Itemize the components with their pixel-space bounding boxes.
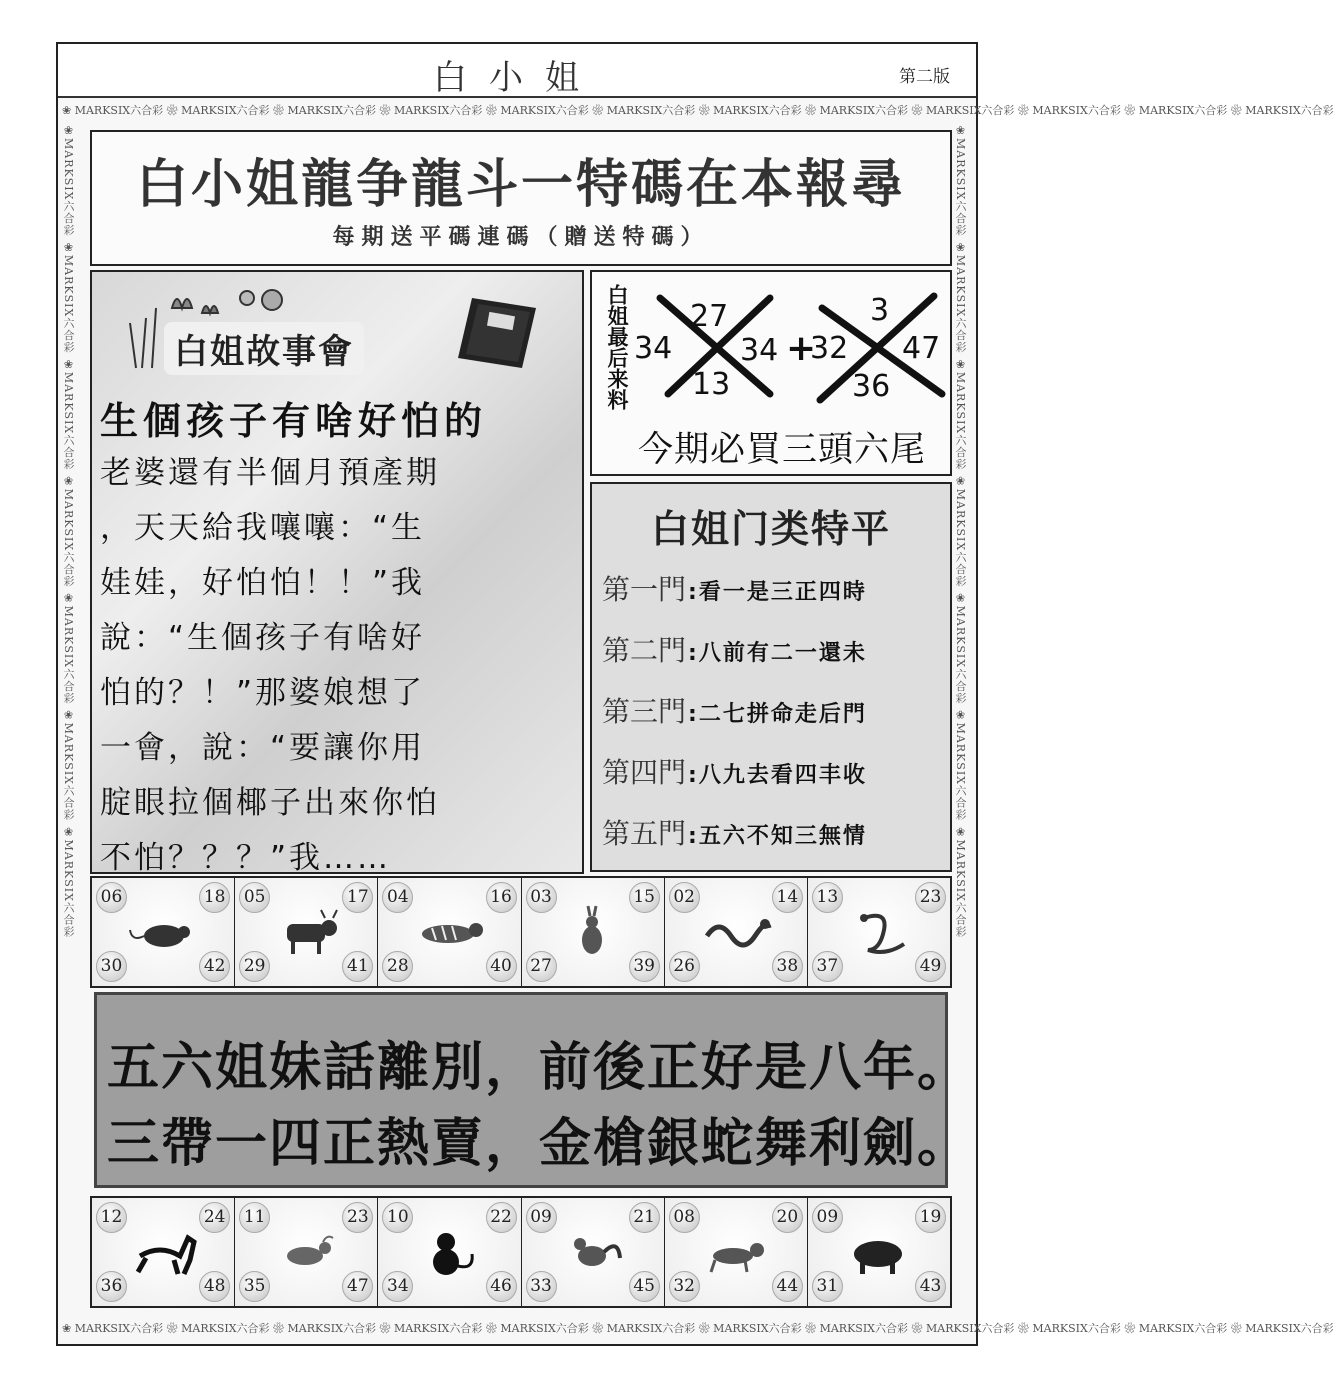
num-left: 34 xyxy=(634,331,673,366)
zodiac-cell-rooster xyxy=(522,1198,665,1306)
story-line: 不怕？？？”我…… xyxy=(100,840,392,876)
zodiac-cell-tiger xyxy=(378,878,521,986)
number-ball: 05 xyxy=(239,882,270,913)
rooster-icon xyxy=(558,1226,628,1278)
zodiac-cell-snake xyxy=(808,878,950,986)
number-ball: 28 xyxy=(382,951,413,982)
number-ball: 09 xyxy=(812,1202,843,1233)
watermark-border-bottom xyxy=(62,1318,1334,1340)
number-ball: 49 xyxy=(915,951,946,982)
zodiac-cell-pig xyxy=(808,1198,950,1306)
number-ball: 38 xyxy=(772,951,803,982)
door-row xyxy=(602,568,867,608)
number-ball: 02 xyxy=(669,882,700,913)
number-ball: 06 xyxy=(96,882,127,913)
poem-line-1: 五六姐妹話離別，前後正好是八年。 xyxy=(107,1038,972,1098)
story-line: 一會，說：“要讓你用 xyxy=(100,730,426,766)
door-row xyxy=(602,812,867,852)
snake-icon xyxy=(844,906,914,958)
num-left: 13 xyxy=(692,367,731,402)
zodiac-cell-monkey xyxy=(378,1198,521,1306)
last-material-box xyxy=(590,270,952,476)
goat-icon xyxy=(271,1226,341,1278)
number-ball: 29 xyxy=(239,951,270,982)
number-ball: 33 xyxy=(526,1271,557,1302)
number-ball: 12 xyxy=(96,1202,127,1233)
number-ball: 16 xyxy=(486,882,517,913)
zodiac-cell-dog xyxy=(665,1198,808,1306)
tiger-icon xyxy=(414,906,484,958)
number-ball: 43 xyxy=(915,1271,946,1302)
horse-icon xyxy=(128,1226,198,1278)
door-label: 第一門 xyxy=(602,573,687,606)
number-ball: 46 xyxy=(486,1271,517,1302)
monkey-icon xyxy=(414,1226,484,1278)
zodiac-cell-rat xyxy=(92,878,235,986)
headline-main: 白小姐龍争龍斗一特碼在本報尋 xyxy=(135,155,906,215)
paper-title: 白小姐 xyxy=(433,58,601,98)
headline-box xyxy=(90,130,952,266)
dragon-icon xyxy=(701,906,771,958)
door-text: :五六不知三無情 xyxy=(688,824,867,849)
door-label: 第五門 xyxy=(602,817,687,850)
story-body xyxy=(100,446,580,886)
number-ball: 47 xyxy=(342,1271,373,1302)
watermark-text: ❀ MARKSIX六合彩 ❀ MARKSIX六合彩 ❀ MARKSIX六合彩 ❀ MARKSIX六合彩 ❀ MARKSIX六合彩 ❀ MARKSIX六合彩 ❀ MARKSIX六合彩 ❀ MARKSIX六合彩 ❀ MARKSIX六合彩 ❀ MARKSIX六合彩 ❀ MARKSIX六合彩 ❀ MARKSIX六合彩 xyxy=(62,1322,1334,1335)
door-row xyxy=(602,690,867,730)
number-ball: 39 xyxy=(629,951,660,982)
story-line: ，天天給我嚷嚷：“生 xyxy=(100,510,426,546)
watermark-border-left xyxy=(60,124,82,1314)
story-line: 說：“生個孩子有啥好 xyxy=(100,620,426,656)
number-ball: 34 xyxy=(382,1271,413,1302)
story-line: 怕的？！”那婆娘想了 xyxy=(100,675,426,711)
number-ball: 14 xyxy=(772,882,803,913)
number-ball: 32 xyxy=(669,1271,700,1302)
watermark-text: ❀MARKSIX六合彩 ❀MARKSIX六合彩 ❀MARKSIX六合彩 ❀MARKSIX六合彩 ❀MARKSIX六合彩 ❀MARKSIX六合彩 ❀MARKSIX六合彩 xyxy=(62,124,75,938)
number-ball: 30 xyxy=(96,951,127,982)
door-label: 第三門 xyxy=(602,695,687,728)
poem-line-2: 三帶一四正熱賣，金槍銀蛇舞利劍。 xyxy=(107,1114,972,1174)
zodiac-cell-horse xyxy=(92,1198,235,1306)
story-line: 娃娃，好怕怕！！”我 xyxy=(100,565,426,601)
zodiac-cell-goat xyxy=(235,1198,378,1306)
number-ball: 04 xyxy=(382,882,413,913)
poem-box xyxy=(94,992,972,1188)
edition-label: 第二版 xyxy=(899,67,950,87)
zodiac-cell-dragon xyxy=(665,878,808,986)
door-text: :看一是三正四時 xyxy=(688,580,867,605)
masthead xyxy=(58,44,976,98)
zodiac-row-bottom xyxy=(90,1196,952,1308)
number-ball: 37 xyxy=(812,951,843,982)
story-heading: 生個孩子有啥好怕的 xyxy=(100,399,488,443)
watermark-text: ❀ MARKSIX六合彩 ❀ MARKSIX六合彩 ❀ MARKSIX六合彩 ❀ MARKSIX六合彩 ❀ MARKSIX六合彩 ❀ MARKSIX六合彩 ❀ MARKSIX六合彩 ❀ MARKSIX六合彩 ❀ MARKSIX六合彩 ❀ MARKSIX六合彩 ❀ MARKSIX六合彩 ❀ MARKSIX六合彩 xyxy=(62,104,1334,117)
number-ball: 44 xyxy=(772,1271,803,1302)
number-ball: 11 xyxy=(239,1202,270,1233)
num-right: 32 xyxy=(810,331,849,366)
headline-sub: 每期送平碼連碼（贈送特碼） xyxy=(332,225,710,250)
ox-icon xyxy=(271,906,341,958)
dog-icon xyxy=(701,1226,771,1278)
number-ball: 21 xyxy=(629,1202,660,1233)
number-ball: 17 xyxy=(342,882,373,913)
story-badge: 白姐故事會 xyxy=(164,322,364,375)
number-ball: 42 xyxy=(199,951,230,982)
story-line: 老婆還有半個月預產期 xyxy=(100,455,440,491)
number-ball: 19 xyxy=(915,1202,946,1233)
num-right: 47 xyxy=(902,331,941,366)
number-ball: 48 xyxy=(199,1271,230,1302)
number-ball: 10 xyxy=(382,1202,413,1233)
door-label: 第二門 xyxy=(602,634,687,667)
num-right: 36 xyxy=(852,369,891,404)
plus-sign: + xyxy=(786,328,817,369)
zodiac-cell-ox xyxy=(235,878,378,986)
story-line: 腚眼拉個椰子出來你怕 xyxy=(100,785,440,821)
door-text: :八九去看四丰收 xyxy=(688,763,867,788)
number-ball: 22 xyxy=(486,1202,517,1233)
number-ball: 35 xyxy=(239,1271,270,1302)
zodiac-row-top xyxy=(90,876,952,988)
story-box xyxy=(90,270,584,874)
number-ball: 13 xyxy=(812,882,843,913)
newspaper-page xyxy=(56,42,1334,1346)
door-row xyxy=(602,629,867,669)
rabbit-icon xyxy=(558,906,628,958)
watermark-border-top xyxy=(62,100,1334,122)
must-buy-text: 今期必買三頭六尾 xyxy=(638,430,927,470)
num-right: 3 xyxy=(870,293,890,328)
number-ball: 31 xyxy=(812,1271,843,1302)
last-material-numbers xyxy=(630,282,948,412)
number-ball: 08 xyxy=(669,1202,700,1233)
num-left: 34 xyxy=(740,333,779,368)
number-ball: 23 xyxy=(342,1202,373,1233)
number-ball: 27 xyxy=(526,951,557,982)
rat-icon xyxy=(128,906,198,958)
number-ball: 18 xyxy=(199,882,230,913)
door-text: :二七拼命走后門 xyxy=(688,702,867,727)
number-ball: 20 xyxy=(772,1202,803,1233)
number-ball: 09 xyxy=(526,1202,557,1233)
number-ball: 23 xyxy=(915,882,946,913)
doors-box xyxy=(590,482,952,872)
door-row xyxy=(602,751,867,791)
door-text: :八前有二一還未 xyxy=(688,641,867,666)
zodiac-cell-rabbit xyxy=(522,878,665,986)
book-icon xyxy=(452,292,542,374)
num-left: 27 xyxy=(690,299,729,334)
number-ball: 03 xyxy=(526,882,557,913)
number-ball: 45 xyxy=(629,1271,660,1302)
number-ball: 24 xyxy=(199,1202,230,1233)
watermark-text: ❀MARKSIX六合彩 ❀MARKSIX六合彩 ❀MARKSIX六合彩 ❀MARKSIX六合彩 ❀MARKSIX六合彩 ❀MARKSIX六合彩 ❀MARKSIX六合彩 xyxy=(954,124,967,938)
number-ball: 40 xyxy=(486,951,517,982)
door-label: 第四門 xyxy=(602,756,687,789)
pig-icon xyxy=(844,1226,914,1278)
number-ball: 15 xyxy=(629,882,660,913)
number-ball: 26 xyxy=(669,951,700,982)
last-material-label: 白姐最后来料 xyxy=(605,284,629,410)
doors-title: 白姐门类特平 xyxy=(650,507,891,551)
number-ball: 36 xyxy=(96,1271,127,1302)
number-ball: 41 xyxy=(342,951,373,982)
